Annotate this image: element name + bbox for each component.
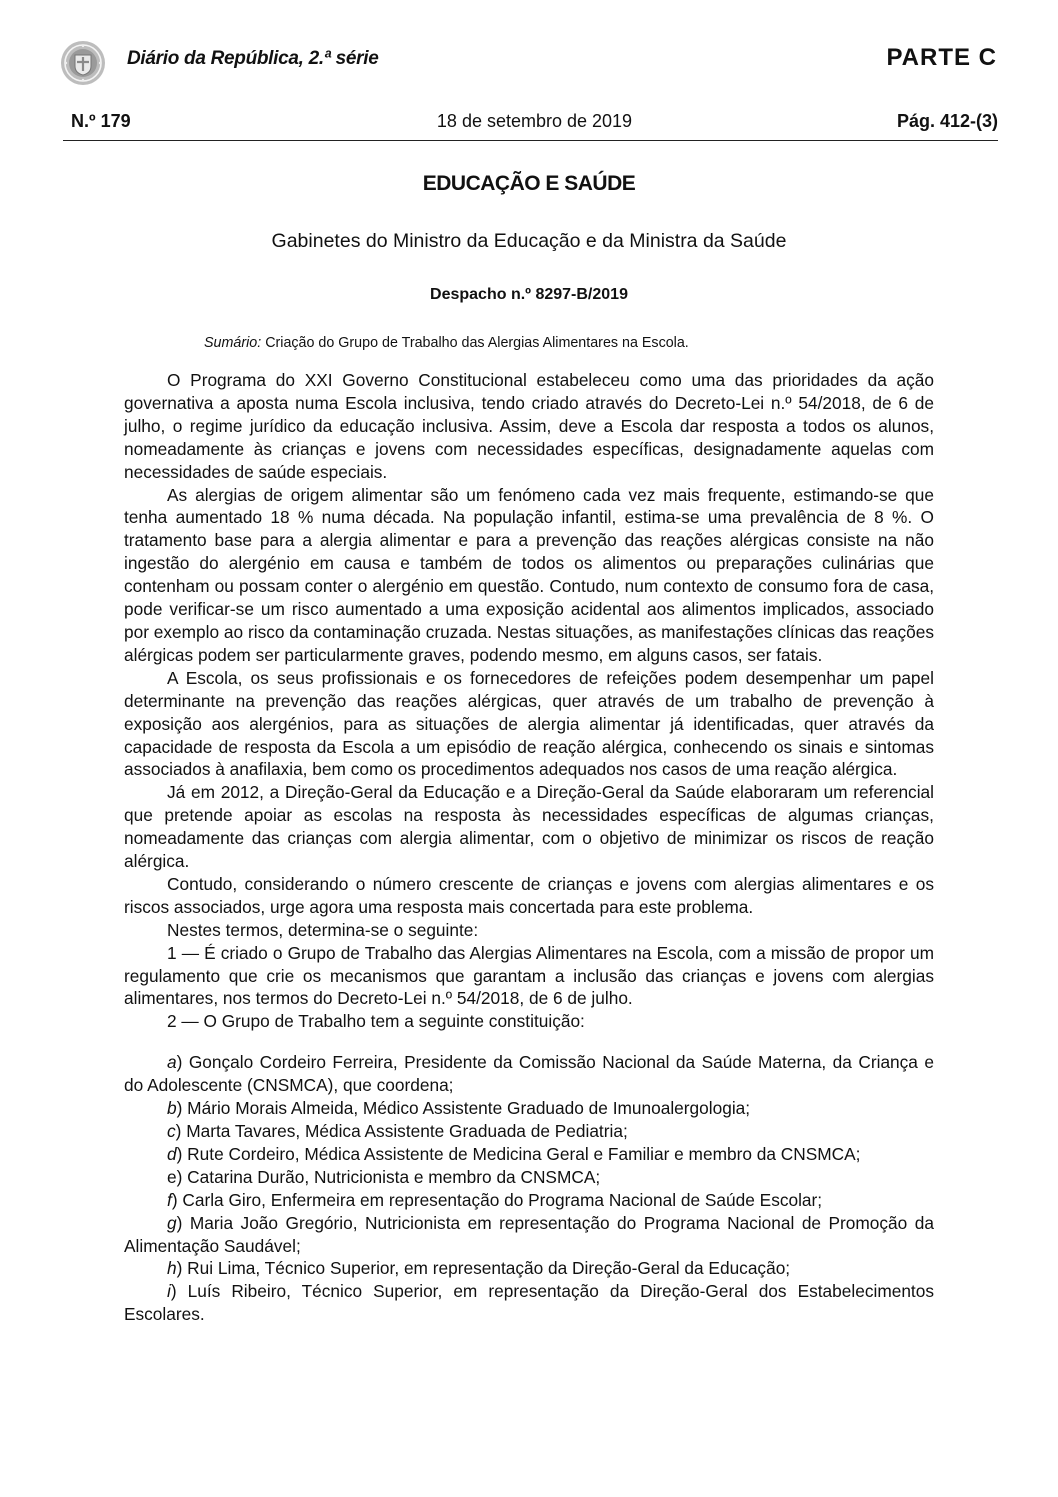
member-item xyxy=(124,1097,934,1120)
summary xyxy=(204,335,998,351)
member-text: ) Rui Lima, Técnico Superior, em representação da Direção-Geral da Educação; xyxy=(176,1258,791,1279)
part-label: PARTE C xyxy=(886,44,997,71)
member-item xyxy=(124,1212,934,1258)
member-letter: h xyxy=(167,1258,177,1279)
member-text: ) Rute Cordeiro, Médica Assistente de Medicina Geral e Familiar e membro da CNSMCA; xyxy=(176,1143,861,1164)
body-paragraph: Nestes termos, determina-se o seguinte: xyxy=(167,919,479,940)
page-number: Pág. 412-(3) xyxy=(896,111,998,131)
member-item xyxy=(124,1143,934,1166)
member-text: ) Catarina Durão, Nutricionista e membro da CNSMCA; xyxy=(176,1166,601,1187)
despacho-title: Despacho n.º 8297-B/2019 xyxy=(430,286,628,303)
body-paragraph: 2 — O Grupo de Trabalho tem a seguinte constituição: xyxy=(167,1011,585,1032)
member-text: ) Gonçalo Cordeiro Ferreira, Presidente da Comissão Nacional da Saúde Materna, da Criança e do Adolescente (CNSMCA), que coordena; xyxy=(124,1052,934,1096)
member-letter: b xyxy=(167,1098,177,1119)
member-text: ) Maria João Gregório, Nutricionista em representação do Programa Nacional de Promoção da Alimentação Saudável; xyxy=(124,1212,934,1256)
member-letter: g xyxy=(167,1212,177,1233)
issue-number: N.º 179 xyxy=(71,111,131,131)
issuer-title: Gabinetes do Ministro da Educação e da Ministra da Saúde xyxy=(271,230,787,252)
header-divider xyxy=(63,140,998,141)
issue-meta xyxy=(71,111,998,135)
body-paragraph: As alergias de origem alimentar são um fenómeno cada vez mais frequente, estimando-se que tenha aumentado 18 % numa década. Na população infantil, estima-se uma prevalência de 8 %. O tratamento base para a alergia alimentar e para a prevenção das reações alérgicas consiste na não ingestão do alergénio em causa e também de todos os alimentos ou preparações culinárias que contenham ou possam conter o alergénio em questão. Contudo, num contexto de consumo fora de casa, pode verificar-se um risco aumentado a uma exposição acidental aos alimentos implicados, associado por exemplo ao risco da contaminação cruzada. Nestas situações, as manifestações clínicas das reações alérgicas podem ser particularmente graves, podendo mesmo, em alguns casos, ser fatais. xyxy=(124,484,934,665)
journal-title: Diário da República, 2.ª série xyxy=(127,48,379,69)
member-letter: f xyxy=(167,1189,172,1210)
issue-date: 18 de setembro de 2019 xyxy=(436,111,633,131)
summary-label: Sumário: xyxy=(204,335,262,351)
member-item xyxy=(124,1189,934,1212)
member-text: ) Luís Ribeiro, Técnico Superior, em representação da Direção-Geral dos Estabelecimentos Escolares. xyxy=(124,1281,934,1325)
republic-seal-icon xyxy=(60,40,106,86)
member-text: ) Carla Giro, Enfermeira em representação do Programa Nacional de Saúde Escolar; xyxy=(171,1189,823,1210)
member-letter: d xyxy=(167,1143,177,1164)
member-letter: a xyxy=(167,1052,177,1073)
spacer xyxy=(124,1033,934,1051)
member-text: ) Mário Morais Almeida, Médico Assistente Graduado de Imunoalergologia; xyxy=(176,1098,751,1119)
section-title: EDUCAÇÃO E SAÚDE xyxy=(422,172,636,195)
body-paragraph: Contudo, considerando o número crescente de crianças e jovens com alergias alimentares e os riscos associados, urge agora uma resposta mais concertada para este problema. xyxy=(124,873,934,917)
document-body xyxy=(124,369,934,1326)
member-text: ) Marta Tavares, Médica Assistente Graduada de Pediatria; xyxy=(175,1121,628,1141)
body-paragraph: Já em 2012, a Direção-Geral da Educação e a Direção-Geral da Saúde elaboraram um referencial que pretende apoiar as escolas na resposta às necessidades específicas de algumas crianças, nomeadamente das crianças com alergia alimentar, com o objetivo de minimizar os riscos de reação alérgica. xyxy=(124,782,934,872)
member-letter: c xyxy=(167,1121,176,1141)
body-paragraph: A Escola, os seus profissionais e os fornecedores de refeições podem desempenhar um papel determinante na prevenção das reações alérgicas, quer através de um trabalho de prevenção à exposição aos alergénios, para as situações de alergia alimentar já identificadas, quer através da capacidade de resposta da Escola a um episódio de reação alérgica, conhecendo os sinais e sintomas associados à anafilaxia, bem como os procedimentos adequados nos casos de uma reação alérgica. xyxy=(124,667,934,780)
summary-text: Criação do Grupo de Trabalho das Alergias Alimentares na Escola. xyxy=(261,335,689,351)
member-item xyxy=(124,1120,934,1143)
member-item xyxy=(124,1257,934,1280)
body-paragraph: 1 — É criado o Grupo de Trabalho das Alergias Alimentares na Escola, com a missão de propor um regulamento que crie os mecanismos que garantam a inclusão das crianças e jovens com alergias alimentares, nos termos do Decreto-Lei n.º 54/2018, de 6 de julho. xyxy=(124,942,934,1009)
member-item xyxy=(124,1051,934,1097)
member-letter: i xyxy=(167,1281,171,1302)
member-letter: e xyxy=(167,1166,177,1187)
member-item xyxy=(124,1166,934,1189)
body-paragraph: O Programa do XXI Governo Constitucional estabeleceu como uma das prioridades da ação governativa a aposta numa Escola inclusiva, tendo criado através do Decreto-Lei n.º 54/2018, de 6 de julho, o regime jurídico da educação inclusiva. Assim, deve a Escola dar resposta a todos os alunos, nomeadamente às crianças e jovens com necessidades específicas, designadamente aquelas com necessidades de saúde especiais. xyxy=(124,370,934,482)
member-item xyxy=(124,1280,934,1326)
